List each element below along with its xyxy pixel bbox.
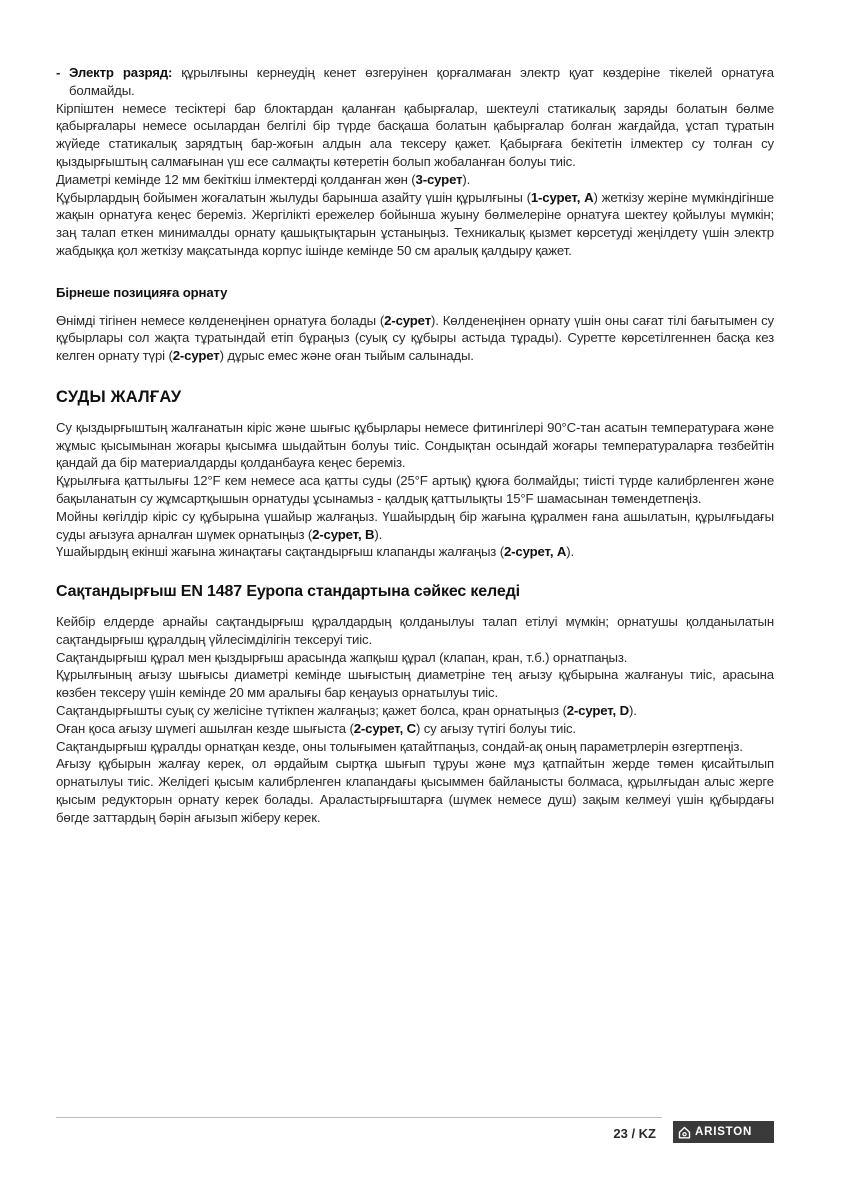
- paragraph: [56, 720, 774, 738]
- paragraph: [56, 702, 774, 720]
- section-heading-safety-device: Сақтандырғыш EN 1487 Еуропа стандартына сәйкес келеді: [56, 583, 520, 601]
- paragraph-text: ) жеткізу жеріне мүмкіндігінше жақын орнатуға кеңес береміз. Жергілікті ережелер бойынша жуыну бөлмелеріне орнатуға шектеу қойылуы мүмкін; заң талап еткен минималды орнату қашықтықтарын ұстаныңыз. Техникалық қызмет көрсетуді жеңілдету үшін электр жабдыққа қол жеткізу мақсатында корпус ішінде кемінде 50 см аралық қалдыру қажет.: [56, 189, 774, 258]
- paragraph-text: ).: [566, 544, 574, 560]
- page-number: 23 / KZ: [613, 1126, 656, 1141]
- figure-ref: 3-сурет: [415, 171, 463, 187]
- document-body: [56, 64, 774, 826]
- warning-bullet: [56, 64, 774, 100]
- paragraph-text: ) дұрыс емес және оған тыйым салынады.: [219, 348, 474, 364]
- paragraph: [56, 312, 774, 365]
- brand-name: ARISTON: [695, 1126, 753, 1138]
- paragraph-text: ).: [374, 526, 383, 542]
- figure-ref: 2-сурет, D: [566, 702, 629, 718]
- figure-ref: 2-сурет, A: [503, 544, 567, 560]
- brand-logo: [673, 1121, 774, 1143]
- paragraph-text: Сақтандырғышты суық су желісіне түтікпен жалғаңыз; қажет болса, кран орнатыңыз (: [56, 702, 567, 718]
- section-heading-water-connection: СУДЫ ЖАЛҒАУ: [56, 387, 182, 406]
- paragraph-text: ).: [628, 702, 637, 718]
- paragraph-text: Үшайырдың екінші жағына жинақтағы сақтандырғыш клапанды жалғаңыз (: [56, 544, 504, 560]
- bullet-body: құрылғыны кернеудің кенет өзгеруінен қорғалмаған электр қуат көздеріне тікелей орнатуға болмайды.: [69, 65, 774, 98]
- figure-ref: 2-сурет: [172, 348, 220, 364]
- paragraph-text: ). Көлденеңінен орнату үшін оны сағат тілі бағытымен су құбырлары сол жақта тұратындай етіп бұраңыз (суық су құбыры астыда тұрады). Суретте көрсетілгеннен басқа кез келген орнату түрі (: [56, 312, 774, 364]
- paragraph-text: Диаметрі кемінде 12 мм бекіткіш ілмектерді қолданған жөн (: [56, 171, 416, 187]
- paragraph: Ағызу құбырын жалғау керек, ол әрдайым сыртқа шығып тұруы және мұз қатпайтын жерде төмен қисайтылып орнатылуы тиіс. Желідегі қысым калибрленген клапандағы қысыммен байланысты болмаса, құрылғыдан алыс жерге қысым редукторын орнату керек болады. Араластырғыштарға (шүмек немесе душ) зақым келмеуі үшін құбырдағы бөгде заттардың бәрін ағызып жіберу керек.: [56, 756, 774, 825]
- bullet-dash: -: [56, 65, 61, 80]
- paragraph-text: Өнімді тігінен немесе көлденеңінен орнатуға болады (: [56, 312, 385, 328]
- house-icon: [678, 1126, 691, 1139]
- paragraph: [56, 171, 774, 189]
- paragraph: Сақтандырғыш құрал мен қыздырғыш арасында жапқыш құрал (клапан, кран, т.б.) орнатпаңыз.: [56, 649, 628, 665]
- figure-ref: 1-сурет, A: [530, 189, 594, 205]
- paragraph: Су қыздырғыштың жалғанатын кіріс және шығыс құбырлары немесе фитингілері 90°C-тан асатын температураға және жұмыс қысымынан жоғары қысымға шыдайтын болуы тиіс. Сондықтан осындай жоғары температураларға төзбейтін қандай да бір материалдарды қолданбауға кеңес береміз.: [56, 419, 774, 471]
- section-heading-positions: Бірнеше позицияға орнату: [56, 284, 228, 300]
- figure-ref: 2-сурет, C: [353, 720, 416, 736]
- paragraph: Құрылғыға қаттылығы 12°F кем немесе аса қатты суды (25°F артық) құюға болмайды; тиісті түрде калибрленген және бақыланатын су жұмсартқышын орнатуды ұсынамыз - қалдық қаттылықты 15°F шамасынан төмендетпеңіз.: [56, 473, 774, 506]
- figure-ref: 2-сурет, B: [312, 526, 375, 542]
- figure-ref: 2-сурет: [384, 312, 432, 328]
- paragraph: Құрылғының ағызу шығысы диаметрі кемінде шығыстың диаметріне тең ағызу құбырына жалғануы тиіс, арасына көзбен тексеру үшін кемінде 20 мм аралығы бар кеңауыз орнатылуы тиіс.: [56, 667, 774, 701]
- paragraph: [56, 543, 774, 561]
- paragraph: Сақтандырғыш құралды орнатқан кезде, оны толығымен қатайтпаңыз, сондай-ақ оның параметрлерін өзгертпеңіз.: [56, 738, 743, 754]
- paragraph-text: ).: [462, 171, 471, 187]
- bullet-text: [69, 64, 774, 100]
- paragraph-text: Оған қоса ағызу шүмегі ашылған кезде шығыста (: [56, 720, 354, 736]
- paragraph: Кірпіштен немесе тесіктері бар блоктардан қаланған қабырғалар, шектеулі статикалық заряды болатын бөлме қабырғалары немесе осылардан белгілі бір түрде басқаша болатын қабырғалар болған жағдайда, ұстап тұратын жүйеде статикалық зарядтың бар-жоғын алдын ала тексеру қажет. Қабырғаға бекітетін ілмектер су толған су қыздырғыштың салмағынан үш есе салмақты көтеретін болып жобаланған болуы тиіс.: [56, 100, 774, 169]
- paragraph: Кейбір елдерде арнайы сақтандырғыш құралдардың қолданылуы талап етілуі мүмкін; орнатушы қолданылатын сақтандырғыш құралдың үйлесімділігін тексеруі тиіс.: [56, 613, 774, 647]
- paragraph-text: ) су ағызу түтігі болуы тиіс.: [415, 720, 576, 736]
- footer-divider: [56, 1117, 662, 1118]
- paragraph: [56, 508, 774, 544]
- paragraph: [56, 189, 774, 260]
- bullet-bold-label: Электр разряд:: [69, 65, 173, 80]
- paragraph-text: Құбырлардың бойымен жоғалатын жылуды барынша азайту үшін құрылғыны (: [56, 189, 531, 205]
- paragraph-text: Мойны көгілдір кіріс су құбырына үшайыр жалғаңыз. Үшайырдың бір жағына құралмен ғана ашылатын, құрылғыдағы суды ағызуға арналған шүмек орнатыңыз (: [56, 508, 774, 542]
